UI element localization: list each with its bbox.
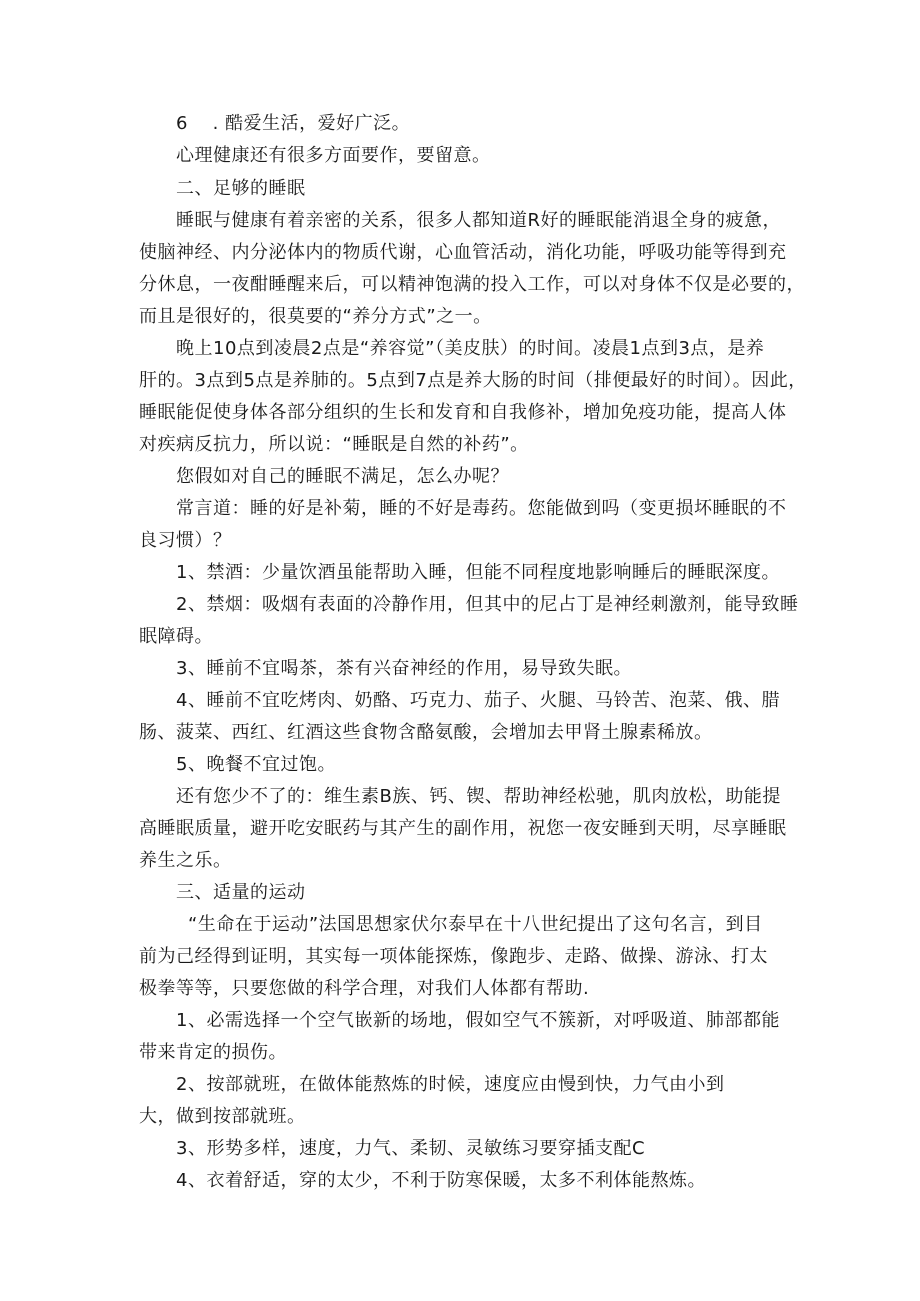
paragraph-line: 前为己经得到证明，其实每一项体能探炼，像跑步、走路、做操、游泳、打太 [139, 946, 768, 967]
section-heading-sleep: 二、足够的睡眠 [176, 178, 306, 199]
list-item-continuation: 眠障碍。 [139, 626, 213, 647]
paragraph-line: “生命在于运动”法国思想家伏尔泰早在十八世纪提出了这句名言，到目 [188, 914, 763, 935]
paragraph-line: 分休息，一夜酣睡醒来后，可以精神饱满的投入工作，可以对身体不仅是必要的， [139, 274, 805, 295]
paragraph-line: 养生之乐。 [139, 850, 232, 871]
paragraph-line: 常言道：睡的好是补菊，睡的不好是毒药。您能做到吗（变更损坏睡眠的不 [176, 498, 787, 519]
section-heading-exercise: 三、适量的运动 [176, 882, 306, 903]
paragraph-line: 对疾病反抗力，所以说：“睡眠是自然的补药”。 [139, 434, 529, 455]
paragraph-line: 肝的。3点到5点是养肺的。5点到7点是养大肠的时间（排便最好的时间）。因此， [139, 370, 807, 391]
paragraph-line: 极拳等等，只要您做的科学合理，对我们人体都有帮助. [139, 978, 590, 999]
list-item-6: 6 . 酷爱生活，爱好广泛。 [176, 113, 411, 134]
list-item: 3、睡前不宜喝茶，茶有兴奋神经的作用，易导致失眠。 [176, 658, 632, 679]
paragraph-line: 而且是很好的，很莫要的“养分方式”之一。 [139, 306, 492, 327]
paragraph-line: 良习惯）？ [139, 530, 232, 551]
paragraph-line: 还有您少不了的：维生素B族、钙、锲、帮助神经松驰，肌肉放松，助能提 [176, 786, 781, 807]
list-item-continuation: 带来肯定的损伤。 [139, 1042, 287, 1063]
paragraph-line: 使脑神经、内分泌体内的物质代谢，心血管活动，消化功能，呼吸功能等得到充 [139, 242, 787, 263]
paragraph-line: 晚上10点到凌晨2点是“养容觉”（美皮肤）的时间。凌晨1点到3点，是养 [176, 338, 765, 359]
list-item: 5、晚餐不宜过饱。 [176, 754, 336, 775]
list-item: 1、必需选择一个空气嵌新的场地，假如空气不簇新，对呼吸道、肺部都能 [176, 1010, 780, 1031]
paragraph-line: 心理健康还有很多方面要作，要留意。 [176, 145, 491, 166]
list-item-continuation: 肠、菠菜、西红、红酒这些食物含酪氨酸，会增加去甲肾土腺素稀放。 [139, 722, 713, 743]
paragraph-line: 您假如对自己的睡眠不满足，怎么办呢？ [176, 466, 509, 487]
paragraph-line: 睡眠与健康有着亲密的关系，很多人都知道R好的睡眠能消退全身的疲惫， [176, 210, 782, 231]
list-item-continuation: 大，做到按部就班。 [139, 1106, 306, 1127]
paragraph-line: 睡眠能促使身体各部分组织的生长和发育和自我修补，增加免疫功能，提高人体 [139, 402, 787, 423]
list-item: 1、禁酒：少量饮酒虽能帮助入睡，但能不同程度地影响睡后的睡眠深度。 [176, 562, 780, 583]
list-item: 2、禁烟：吸烟有表面的冷静作用，但其中的尼占丁是神经刺激剂，能导致睡 [176, 594, 799, 615]
list-item: 3、形势多样，速度，力气、柔韧、灵敏练习要穿插支配C [176, 1138, 646, 1159]
list-item: 4、睡前不宜吃烤肉、奶酪、巧克力、茄子、火腿、马铃苦、泡菜、俄、腊 [176, 690, 780, 711]
list-item: 2、按部就班，在做体能熬炼的时候，速度应由慢到快，力气由小到 [176, 1074, 725, 1095]
paragraph-line: 高睡眠质量，避开吃安眠药与其产生的副作用，祝您一夜安睡到天明，尽享睡眠 [139, 818, 787, 839]
list-item: 4、衣着舒适，穿的太少，不利于防寒保暖，太多不利体能熬炼。 [176, 1170, 706, 1191]
